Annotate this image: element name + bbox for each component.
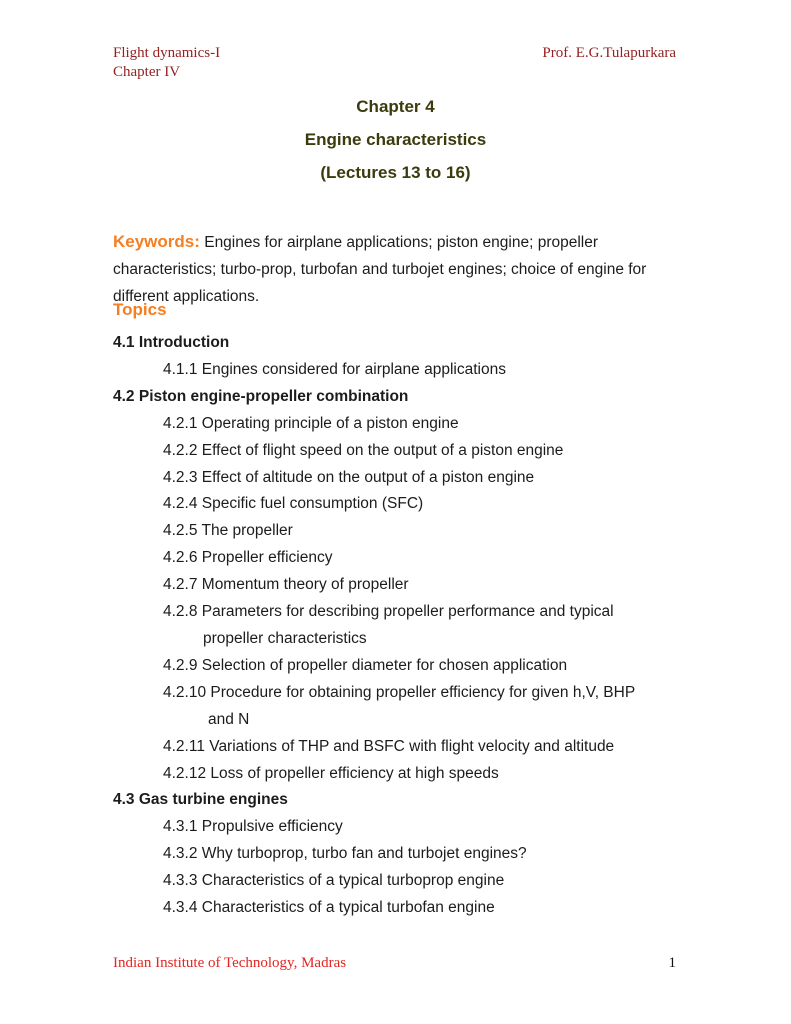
lectures-range: (Lectures 13 to 16) (320, 163, 471, 182)
toc-item-continuation: propeller characteristics (203, 629, 367, 647)
toc-item: 4.2.4 Specific fuel consumption (SFC) (163, 495, 424, 513)
toc-item: 4.2.5 The propeller (163, 522, 293, 540)
chapter-title-block (0, 90, 791, 189)
topics-heading: Topics (113, 300, 167, 319)
toc-item: 4.2.12 Loss of propeller efficiency at high speeds (163, 764, 499, 782)
chapter-title: Chapter 4 (356, 97, 435, 116)
toc-item: 4.3.3 Characteristics of a typical turboprop engine (163, 872, 505, 890)
page-header-right (542, 44, 676, 63)
toc-item: 4.2.8 Parameters for describing propeller performance and typical (163, 603, 614, 621)
toc-item: 4.1.1 Engines considered for airplane applications (163, 360, 506, 378)
course-title: Flight dynamics-I (113, 45, 221, 61)
keywords-text: Engines for airplane applications; piston engine; propeller characteristics; turbo-prop, turbofan and turbojet engines; choice of engine for different applications. (113, 233, 647, 305)
toc-item: 4.3.4 Characteristics of a typical turbofan engine (163, 899, 495, 917)
chapter-label: Chapter IV (113, 64, 181, 80)
page-header-left (113, 44, 220, 82)
chapter-subtitle: Engine characteristics (304, 130, 487, 149)
toc-item: 4.2.9 Selection of propeller diameter for chosen application (163, 656, 568, 674)
toc-item: 4.3.1 Propulsive efficiency (163, 818, 343, 836)
toc-section: 4.2 Piston engine-propeller combination (113, 387, 409, 405)
keywords-paragraph (113, 228, 678, 310)
toc-item: 4.3.2 Why turboprop, turbo fan and turbojet engines? (163, 845, 527, 863)
footer-institution: Indian Institute of Technology, Madras (113, 955, 347, 971)
toc-item: 4.2.10 Procedure for obtaining propeller efficiency for given h,V, BHP (163, 683, 636, 701)
keywords-label: Keywords: (113, 231, 200, 251)
toc-section: 4.1 Introduction (113, 334, 230, 351)
toc-item-continuation: and N (208, 710, 250, 728)
toc-section: 4.3 Gas turbine engines (113, 791, 288, 809)
toc-item: 4.2.11 Variations of THP and BSFC with flight velocity and altitude (163, 737, 615, 755)
toc-item: 4.2.2 Effect of flight speed on the output of a piston engine (163, 441, 564, 459)
toc-item: 4.2.6 Propeller efficiency (163, 549, 333, 567)
toc-item: 4.2.3 Effect of altitude on the output of a piston engine (163, 468, 535, 486)
author-name: Prof. E.G.Tulapurkara (542, 45, 676, 61)
toc-item: 4.2.1 Operating principle of a piston engine (163, 414, 459, 432)
table-of-contents (113, 330, 713, 922)
toc-item: 4.2.7 Momentum theory of propeller (163, 576, 409, 594)
page-number: 1 (668, 955, 676, 971)
